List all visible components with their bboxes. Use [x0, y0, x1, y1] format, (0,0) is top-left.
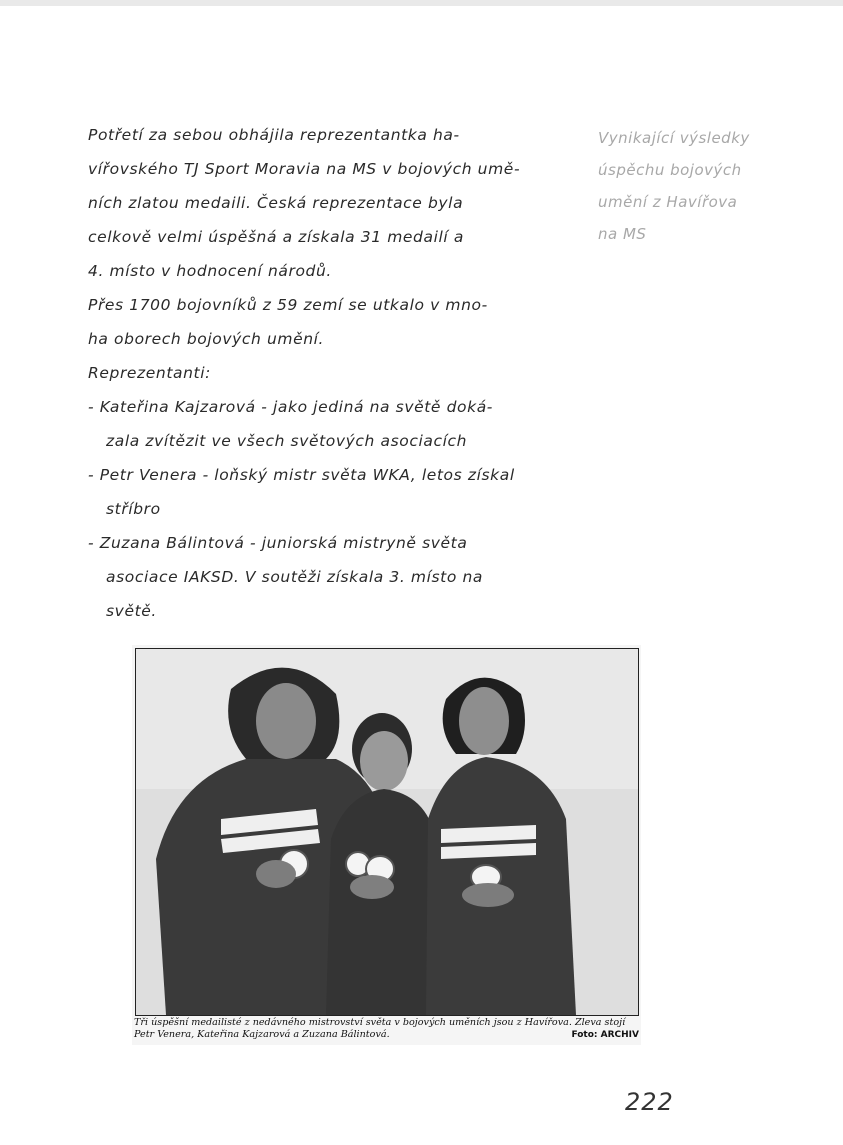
newspaper-clipping	[132, 645, 641, 1045]
scan-edge	[0, 0, 843, 6]
handwritten-line: světě.	[106, 602, 157, 620]
handwritten-line: - Zuzana Bálintová - juniorská mistryně světa	[88, 534, 468, 552]
handwritten-line: Reprezentanti:	[88, 364, 211, 382]
side-note-line: umění z Havířova	[598, 193, 738, 211]
handwritten-line: Přes 1700 bojovníků z 59 zemí se utkalo v mno-	[88, 296, 488, 314]
handwritten-article	[88, 118, 588, 628]
handwritten-line: celkově velmi úspěšná a získala 31 medailí a	[88, 228, 464, 246]
handwritten-line: - Kateřina Kajzarová - jako jediná na světě doká-	[88, 398, 493, 416]
photo-caption	[134, 1017, 639, 1041]
handwritten-line: 4. místo v hodnocení národů.	[88, 262, 332, 280]
side-note	[598, 122, 828, 250]
handwritten-line: zala zvítězit ve všech světových asociacích	[106, 432, 468, 450]
side-note-line: Vynikající výsledky	[598, 129, 750, 147]
caption-text: Tři úspěšní medailisté z nedávného mistrovství světa v bojových uměních jsou z Havířova. Zleva stojí Petr Venera, Kateřina Kajzarová a Zuzana Bálintová.	[134, 1017, 626, 1040]
medalists-photo	[135, 648, 639, 1016]
handwritten-line: - Petr Venera - loňský mistr světa WKA, letos získal	[88, 466, 515, 484]
handwritten-line: vířovského TJ Sport Moravia na MS v bojových umě-	[88, 160, 521, 178]
side-note-line: na MS	[598, 225, 647, 243]
handwritten-line: asociace IAKSD. V soutěži získala 3. místo na	[106, 568, 483, 586]
handwritten-line: ha oborech bojových umění.	[88, 330, 325, 348]
photo-credit: Foto: ARCHIV	[571, 1030, 639, 1040]
handwritten-line: stříbro	[106, 500, 161, 518]
handwritten-line: ních zlatou medaili. Česká reprezentace byla	[88, 194, 464, 212]
page-number: 222	[625, 1088, 674, 1116]
medalists-photo-icon	[136, 649, 638, 1015]
handwritten-line: Potřetí za sebou obhájila reprezentantka ha-	[88, 126, 460, 144]
side-note-line: úspěchu bojových	[598, 161, 742, 179]
